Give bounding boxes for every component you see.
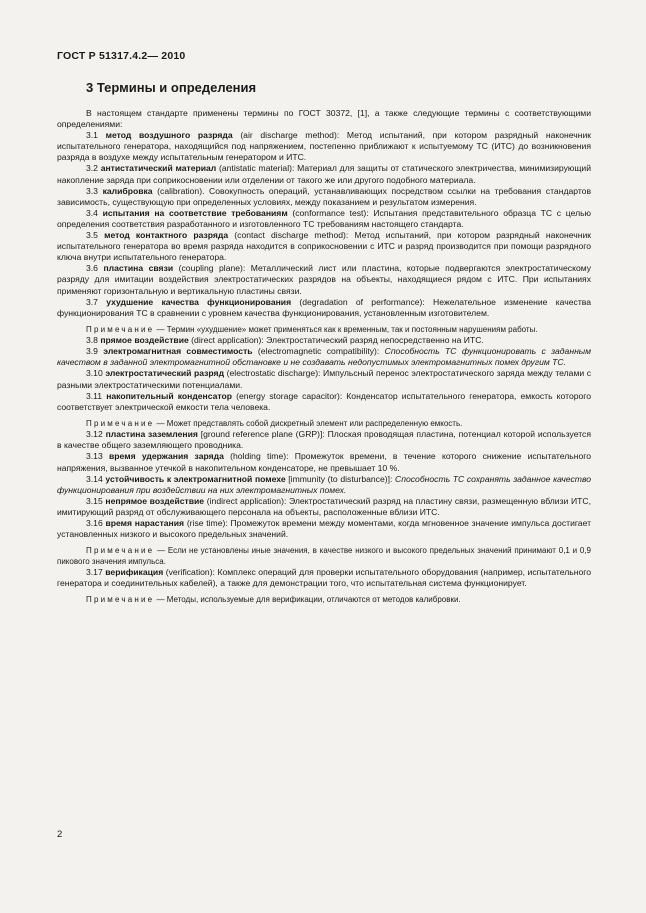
term-name: электромагнитная совместимость [103, 346, 253, 357]
term-name: ухудшение качества функционирования [106, 296, 292, 307]
note-text: — Термин «ухудшение» может применяться как к временным, так и постоянным нарушениям работы. [156, 324, 538, 334]
term-name: электростатический разряд [105, 368, 225, 379]
term-paragraph [57, 163, 591, 185]
term-number: 3.1 [86, 130, 98, 141]
term-name: накопительный конденсатор [106, 390, 233, 401]
term-number: 3.6 [86, 263, 98, 274]
note-4 [57, 595, 591, 605]
term-paragraph [57, 518, 591, 540]
term-definition-italic: Способность ТС сохранять заданное качество функционирования при воздействии на них электромагнитных помех. [57, 473, 592, 495]
term-paragraph [57, 297, 591, 319]
term-paragraph [57, 186, 591, 208]
note-label: Примечание [86, 418, 155, 428]
term-name: пластина заземления [105, 429, 198, 440]
term-number: 3.17 [86, 567, 103, 577]
term-definition: (coupling plane): Металлический лист или пластина, которые подвергаются электростатическому разряду для имитации воздействия электростатических разрядов на объекты, находящиеся рядом с ИТС. При испытаниях применяют горизонтальную и вертикальную пластины связи. [57, 263, 592, 296]
term-definition: (contact discharge method): Метод испытаний, при котором разрядный наконечник испытательного генератора во время разряда находится в соприкосновении с ИТС и разряд производится при помощи разрядного ключа внутри испытательного генератора. [57, 230, 592, 263]
term-definition: (verification): Комплекс операций для проверки испытательного оборудования (например, испытательного генератора и соединительных кабелей), а также для демонстрации того, что испытательная система функционирует. [57, 567, 591, 589]
page-number: 2 [57, 829, 63, 840]
body-text [57, 108, 591, 606]
term-name: метод контактного разряда [104, 230, 229, 241]
term-number: 3.7 [86, 296, 98, 307]
term-number: 3.12 [86, 429, 103, 440]
term-definition: (rise time): Промежуток времени между моментами, когда мгновенное значение импульса достигает установленных низкого и высокого предельных значений. [57, 518, 592, 540]
term-definition: (antistatic material): Материал для защиты от статического электричества, минимизирующий накопление заряда при соприкосновении или отделении от такого же или другого подобного материала. [57, 163, 591, 185]
term-definition: (direct application): Электростатический разряд непосредственно на ИТС. [191, 335, 484, 346]
term-number: 3.8 [86, 335, 98, 346]
term-name: верификация [105, 567, 164, 577]
term-name: устойчивость к электромагнитной помехе [105, 473, 286, 484]
term-number: 3.10 [86, 368, 103, 379]
section-title: 3 Термины и определения [86, 80, 257, 95]
term-definition: (indirect application): Электростатический разряд на пластину связи, размещенную вблизи ИТС, имитирующий разряд от обслуживающего персонала на объекты, расположенные вблизи ИТС. [57, 495, 592, 517]
terms-list-4 [57, 567, 591, 589]
term-definition: (degradation of performance): Нежелательное изменение качества функционирования ТС в сравнении с уровнем качества функционирования, установленным изготовителем. [57, 296, 592, 318]
term-definition: (electromagnetic compatibility): [257, 346, 380, 357]
term-definition-italic: Способность ТС функционировать с заданным качеством в заданной электромагнитной обстановке и не создавать недопустимых электромагнитных помех другим ТС. [57, 346, 592, 368]
term-paragraph [57, 451, 591, 473]
note-3 [57, 546, 591, 567]
note-label: Примечание [86, 324, 155, 334]
term-definition: (conformance test): Испытания представительного образца ТС с целью определения соответствия разработанного и изготовленного ТС требованиям настоящего стандарта. [57, 207, 592, 229]
terms-list-2 [57, 335, 591, 413]
note-text: — Если не установлены иные значения, в качестве низкого и высокого предельных значений принимают 0,1 и 0,9 пикового значения импульса. [57, 546, 591, 566]
term-number: 3.3 [86, 185, 98, 196]
note-label: Примечание [86, 546, 155, 556]
term-name: калибровка [102, 185, 153, 196]
term-definition: [immunity (to disturbance)]: [288, 473, 393, 484]
term-name: испытания на соответствие требованиям [102, 207, 288, 218]
term-paragraph [57, 368, 591, 390]
term-paragraph [57, 474, 591, 496]
term-paragraph [57, 208, 591, 230]
note-2 [57, 419, 591, 429]
term-name: время удержания заряда [109, 451, 224, 462]
term-number: 3.13 [86, 451, 103, 462]
note-text: — Методы, используемые для верификации, отличаются от методов калибровки. [156, 595, 461, 605]
intro-paragraph: В настоящем стандарте применены термины по ГОСТ 30372, [1], а также следующие термины с соответствующими определениями: [57, 108, 591, 130]
term-paragraph [57, 496, 591, 518]
term-name: метод воздушного разряда [105, 130, 233, 141]
term-name: прямое воздействие [100, 335, 189, 346]
term-definition: (air discharge method): Метод испытаний, при котором разрядный наконечник испытательного генератора, находящийся под напряжением, постепенно приближают к испытуемому ТС (ИТС) до возникновения разряда в воздухе между испытательным генератором и ИТС. [57, 130, 592, 163]
terms-list [57, 130, 591, 319]
term-definition: (energy storage capacitor): Конденсатор испытательного генератора, емкость которого соответствует электрической емкости тела человека. [57, 390, 592, 412]
note-label: Примечание [86, 595, 155, 605]
document-header: ГОСТ Р 51317.4.2— 2010 [57, 50, 186, 62]
term-name: антистатический материал [100, 163, 217, 174]
term-paragraph [57, 130, 591, 163]
term-number: 3.15 [86, 495, 103, 506]
term-number: 3.9 [86, 346, 98, 357]
term-paragraph [57, 346, 591, 368]
term-paragraph [57, 335, 591, 346]
term-paragraph [57, 567, 591, 589]
term-definition: [ground reference plane (GRP)]: Плоская проводящая пластина, потенциал которой используется в качестве общего заземляющего проводника. [57, 429, 591, 451]
term-number: 3.11 [86, 390, 103, 401]
term-paragraph [57, 429, 591, 451]
term-number: 3.4 [86, 207, 98, 218]
term-name: время нарастания [105, 518, 185, 528]
term-paragraph [57, 263, 591, 296]
note-text: — Может представлять собой дискретный элемент или распределенную емкость. [156, 418, 463, 428]
term-paragraph [57, 391, 591, 413]
term-paragraph [57, 230, 591, 263]
term-definition: (holding time): Промежуток времени, в течение которого снижение испытательного напряжения, вызванное утечкой в накопительном конденсаторе, не превышает 10 %. [57, 451, 591, 473]
term-definition: (calibration). Совокупность операций, устанавливающих посредством ссылки на требования стандартов зависимость, существующую при определенных условиях, между показанием и результатом измерения. [57, 185, 592, 207]
terms-list-3 [57, 429, 591, 540]
note-1 [57, 325, 591, 335]
term-name: непрямое воздействие [105, 495, 205, 506]
term-number: 3.16 [86, 518, 103, 528]
term-number: 3.14 [86, 473, 103, 484]
term-definition: (electrostatic discharge): Импульсный перенос электростатического заряда между телами с разными электростатическими потенциалами. [57, 368, 592, 390]
term-number: 3.2 [86, 163, 98, 174]
term-number: 3.5 [86, 230, 98, 241]
term-name: пластина связи [103, 263, 174, 274]
